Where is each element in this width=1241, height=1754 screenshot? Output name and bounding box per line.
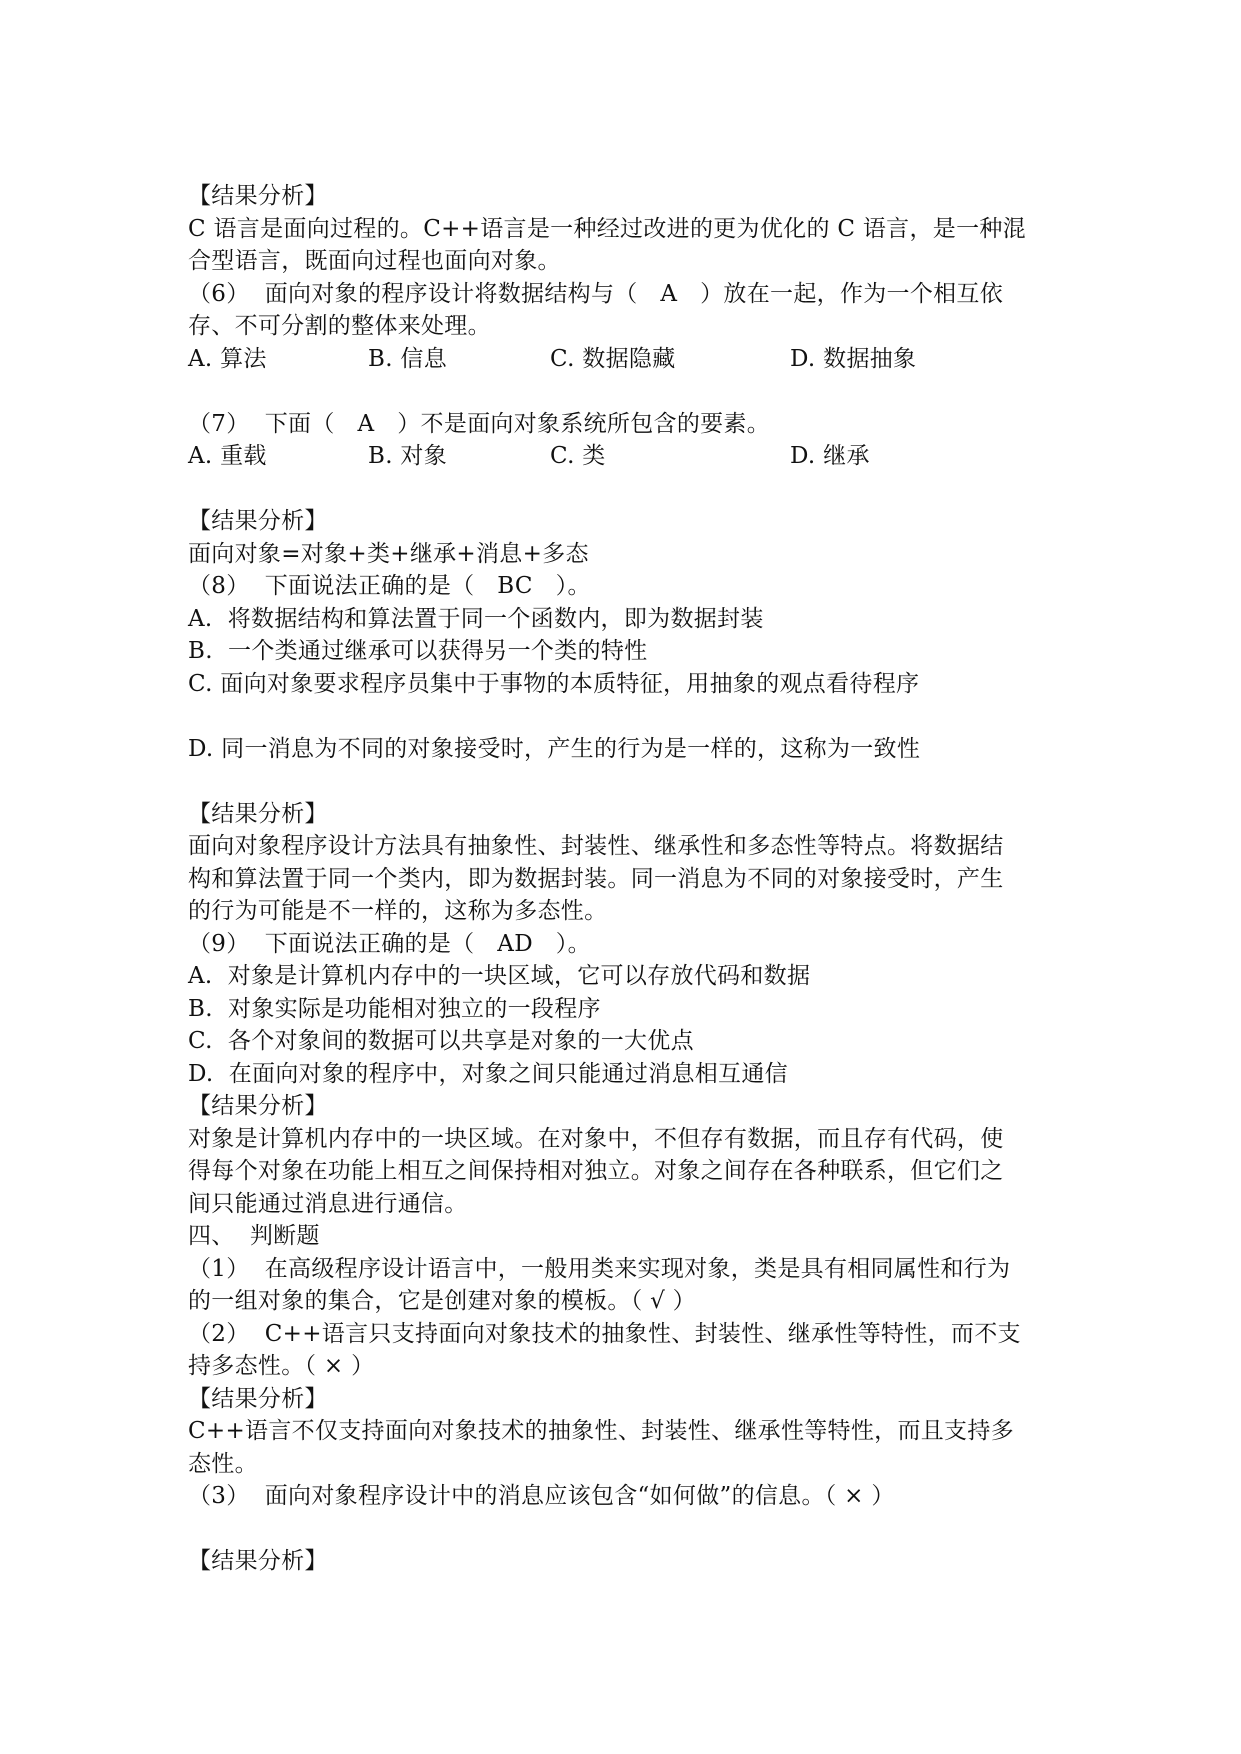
spacer	[188, 765, 1068, 798]
paragraph-line: 合型语言，既面向过程也面向对象。	[188, 248, 561, 274]
options-row-q6	[188, 343, 1068, 376]
option-d: D. 继承	[790, 443, 870, 469]
spacer	[188, 1513, 1068, 1546]
question-line: （9） 下面说法正确的是（ AD ）。	[188, 930, 591, 957]
option-line: C. 各个对象间的数据可以共享是对象的一大优点	[188, 1028, 694, 1054]
option-d: D. 数据抽象	[790, 345, 917, 372]
question-line: （1） 在高级程序设计语言中，一般用类来实现对象，类是具有相同属性和行为	[188, 1255, 1011, 1282]
spacer	[188, 700, 1068, 733]
question-line: 存、不可分割的整体来处理。	[188, 313, 491, 339]
option-b: B. 对象	[368, 443, 448, 469]
document-page	[188, 180, 1068, 1578]
paragraph-line: 面向对象=对象+类+继承+消息+多态	[188, 540, 589, 567]
paragraph-line: 态性。	[188, 1450, 258, 1477]
section-heading: 【结果分析】	[188, 183, 328, 209]
option-a: A. 算法	[188, 345, 267, 372]
spacer	[188, 375, 1068, 408]
option-line: A. 对象是计算机内存中的一块区域，它可以存放代码和数据	[188, 963, 811, 989]
section-heading: 【结果分析】	[188, 800, 328, 827]
section-heading: 【结果分析】	[188, 1548, 328, 1574]
option-b: B. 信息	[368, 345, 448, 372]
option-line: D. 同一消息为不同的对象接受时，产生的行为是一样的，这称为一致性	[188, 735, 921, 762]
option-line: B. 一个类通过继承可以获得另一个类的特性	[188, 638, 648, 664]
question-line: 的一组对象的集合，它是创建对象的模板。（ √ ）	[188, 1288, 696, 1314]
paragraph-line: C++语言不仅支持面向对象技术的抽象性、封装性、继承性等特性，而且支持多	[188, 1418, 1014, 1444]
paragraph-line: 得每个对象在功能上相互之间保持相对独立。对象之间存在各种联系，但它们之	[188, 1158, 1004, 1184]
option-line: B. 对象实际是功能相对独立的一段程序	[188, 995, 601, 1022]
question-line: （3） 面向对象程序设计中的消息应该包含“如何做”的信息。（ × ）	[188, 1483, 895, 1509]
option-line: C. 面向对象要求程序员集中于事物的本质特征，用抽象的观点看待程序	[188, 670, 920, 697]
options-row-q7	[188, 440, 1068, 473]
paragraph-line: C 语言是面向过程的。C++语言是一种经过改进的更为优化的 C 语言，是一种混	[188, 215, 1026, 242]
section-heading: 【结果分析】	[188, 508, 328, 534]
option-line: A. 将数据结构和算法置于同一个函数内，即为数据封装	[188, 605, 764, 632]
section-title: 四、 判断题	[188, 1223, 320, 1249]
paragraph-line: 面向对象程序设计方法具有抽象性、封装性、继承性和多态性等特点。将数据结	[188, 833, 1004, 859]
question-line: （7） 下面（ A ）不是面向对象系统所包含的要素。	[188, 410, 771, 437]
question-line: （8） 下面说法正确的是（ BC ）。	[188, 573, 591, 599]
paragraph-line: 的行为可能是不一样的，这称为多态性。	[188, 898, 608, 924]
spacer	[188, 473, 1068, 506]
paragraph-line: 构和算法置于同一个类内，即为数据封装。同一消息为不同的对象接受时，产生	[188, 865, 1004, 892]
option-c: C. 类	[550, 443, 606, 469]
question-line: （2） C++语言只支持面向对象技术的抽象性、封装性、继承性等特性，而不支	[188, 1320, 1021, 1347]
option-c: C. 数据隐藏	[550, 345, 676, 372]
option-line: D. 在面向对象的程序中，对象之间只能通过消息相互通信	[188, 1060, 788, 1087]
question-line: （6） 面向对象的程序设计将数据结构与（ A ）放在一起，作为一个相互依	[188, 280, 1004, 307]
option-a: A. 重载	[188, 443, 267, 469]
section-heading: 【结果分析】	[188, 1385, 328, 1412]
section-heading: 【结果分析】	[188, 1093, 328, 1119]
paragraph-line: 对象是计算机内存中的一块区域。在对象中，不但存有数据，而且存有代码，使	[188, 1125, 1004, 1152]
paragraph-line: 间只能通过消息进行通信。	[188, 1190, 468, 1217]
question-line: 持多态性。（ × ）	[188, 1353, 375, 1379]
